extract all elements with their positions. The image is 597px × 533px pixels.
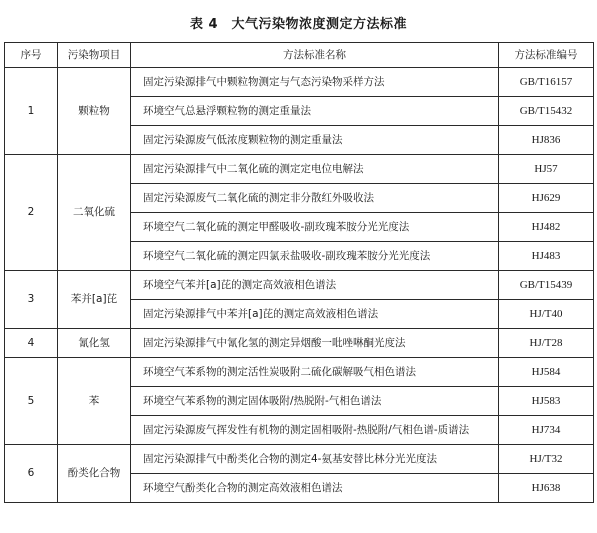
method-code-cell: HJ/T40 [499,300,594,329]
table-row [5,155,594,184]
method-name-cell: 固定污染源废气低浓度颗粒物的测定重量法 [131,126,499,155]
table-row [5,329,594,358]
method-name-cell: 固定污染源排气中苯并[a]芘的测定高效液相色谱法 [131,300,499,329]
method-name-cell: 环境空气苯并[a]芘的测定高效液相色谱法 [131,271,499,300]
method-name-cell: 固定污染源排气中酚类化合物的测定4-氨基安替比林分光光度法 [131,445,499,474]
method-code-cell: HJ734 [499,416,594,445]
method-name-cell: 固定污染源排气中二氧化硫的测定定电位电解法 [131,155,499,184]
group-1 [5,68,594,155]
pollutant-cell: 苯并[a]芘 [58,271,131,329]
method-name-cell: 环境空气苯系物的测定活性炭吸附二硫化碳解吸气相色谱法 [131,358,499,387]
method-code-cell: HJ638 [499,474,594,503]
pollutant-cell: 颗粒物 [58,68,131,155]
row-number: 3 [5,271,58,329]
group-2 [5,155,594,271]
table-row [5,445,594,474]
method-code-cell: HJ836 [499,126,594,155]
table-row [5,358,594,387]
method-name-cell: 固定污染源排气中氰化氢的测定异烟酸一吡唑啉酮光度法 [131,329,499,358]
method-name-cell: 固定污染源排气中颗粒物测定与气态污染物采样方法 [131,68,499,97]
method-name-cell: 环境空气总悬浮颗粒物的测定重量法 [131,97,499,126]
row-number: 4 [5,329,58,358]
pollutant-cell: 二氧化硫 [58,155,131,271]
pollutant-cell: 氰化氢 [58,329,131,358]
method-code-cell: HJ583 [499,387,594,416]
group-3 [5,271,594,329]
standards-table [4,42,594,503]
row-number: 2 [5,155,58,271]
method-name-cell: 环境空气二氧化硫的测定甲醛吸收-副玫瑰苯胺分光光度法 [131,213,499,242]
pollutant-cell: 酚类化合物 [58,445,131,503]
method-code-cell: HJ629 [499,184,594,213]
table-title: 表 4 大气污染物浓度测定方法标准 [189,17,408,32]
method-code-cell: GB/T15432 [499,97,594,126]
method-code-cell: HJ584 [499,358,594,387]
row-number: 6 [5,445,58,503]
method-code-cell: HJ482 [499,213,594,242]
pollutant-cell: 苯 [58,358,131,445]
method-code-cell: GB/T16157 [499,68,594,97]
header-row [5,43,594,68]
table-row [5,68,594,97]
method-code-cell: GB/T15439 [499,271,594,300]
row-number: 1 [5,68,58,155]
header-pollutant: 污染物项目 [58,43,131,68]
method-name-cell: 固定污染源废气挥发性有机物的测定固相吸附-热脱附/气相色谱-质谱法 [131,416,499,445]
group-4 [5,329,594,358]
group-5 [5,358,594,445]
method-name-cell: 环境空气苯系物的测定固体吸附/热脱附-气相色谱法 [131,387,499,416]
table-row [5,271,594,300]
header-no: 序号 [5,43,58,68]
header-method-name: 方法标准名称 [131,43,499,68]
group-6 [5,445,594,503]
method-code-cell: HJ/T32 [499,445,594,474]
method-code-cell: HJ483 [499,242,594,271]
method-name-cell: 环境空气二氧化硫的测定四氯汞盐吸收-副玫瑰苯胺分光光度法 [131,242,499,271]
header-method-code: 方法标准编号 [499,43,594,68]
row-number: 5 [5,358,58,445]
method-code-cell: HJ/T28 [499,329,594,358]
method-name-cell: 固定污染源废气二氧化硫的测定非分散红外吸收法 [131,184,499,213]
method-code-cell: HJ57 [499,155,594,184]
method-name-cell: 环境空气酚类化合物的测定高效液相色谱法 [131,474,499,503]
